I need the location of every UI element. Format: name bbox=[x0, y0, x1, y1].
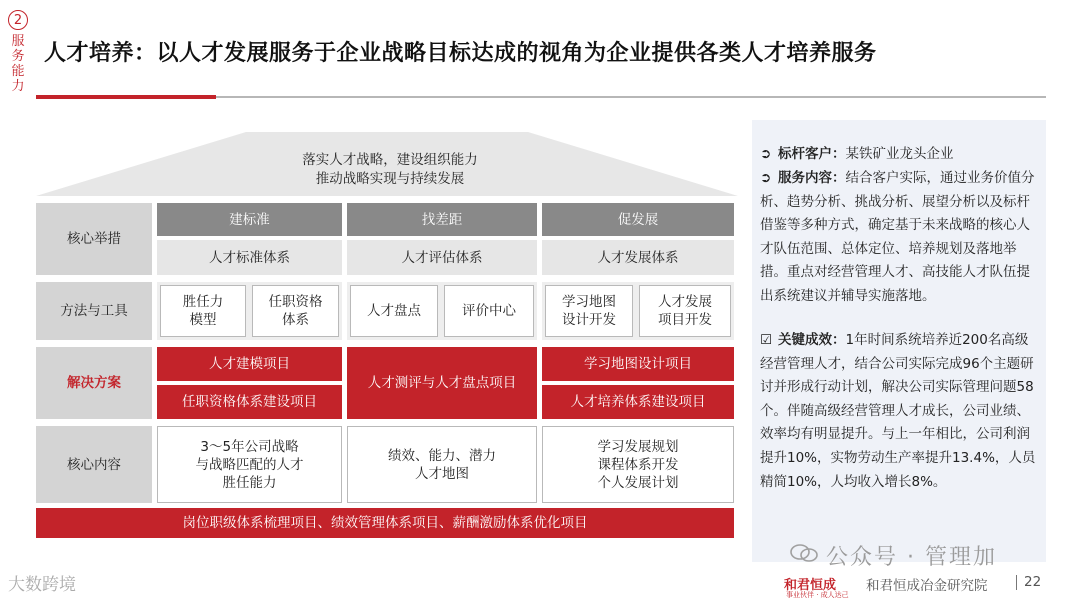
client-label: 标杆客户： bbox=[778, 146, 846, 162]
tool-talent-review: 人才盘点 bbox=[350, 285, 438, 337]
row-label-core-measures: 核心举措 bbox=[36, 203, 152, 275]
roof-line-2: 推动战略实现与持续发展 bbox=[315, 171, 465, 187]
arrow-icon: ➲ bbox=[760, 146, 772, 162]
solution-learning-map: 学习地图设计项目 bbox=[542, 347, 734, 381]
result-label: 关键成效： bbox=[778, 332, 846, 348]
tool-competency-model: 胜任力 模型 bbox=[160, 285, 246, 337]
content-learning-plan: 学习发展规划 课程体系开发 个人发展计划 bbox=[542, 426, 734, 503]
footer-logo: 和君恒成 bbox=[784, 578, 837, 593]
title-rule-accent bbox=[36, 95, 216, 99]
panel-service bbox=[760, 167, 1038, 309]
service-text: 结合客户实际，通过业务价值分析、趋势分析、挑战分析、展望分析以及标杆借鉴等多种方式，确定基于未来战略的核心人才队伍范围、总体定位、培养规划及落地举措。重点对经营管理人才、高技能人才队伍提出系统建议并辅导实施落地。 bbox=[760, 170, 1035, 304]
title-rule bbox=[216, 96, 1046, 98]
panel-result bbox=[760, 329, 1038, 494]
row-label-methods-tools: 方法与工具 bbox=[36, 282, 152, 340]
tool-learning-map: 学习地图 设计开发 bbox=[545, 285, 633, 337]
page-number: 22 bbox=[1024, 574, 1042, 590]
column-head-find-gap: 找差距 bbox=[347, 203, 537, 236]
solution-assessment-review: 人才测评与人才盘点项目 bbox=[347, 347, 537, 419]
client-text: 某铁矿业龙头企业 bbox=[845, 146, 954, 162]
footer-organization: 和君恒成冶金研究院 bbox=[866, 578, 988, 594]
tool-development-program: 人才发展 项目开发 bbox=[639, 285, 731, 337]
column-head-promote-development: 促发展 bbox=[542, 203, 734, 236]
column-head-build-standard: 建标准 bbox=[157, 203, 342, 236]
roof-text bbox=[190, 151, 590, 189]
page-title: 人才培养：以人才发展服务于企业战略目标达成的视角为企业提供各类人才培养服务 bbox=[44, 41, 877, 66]
bottom-projects-bar: 岗位职级体系梳理项目、绩效管理体系项目、薪酬激励体系优化项目 bbox=[36, 508, 734, 538]
content-strategy-competency: 3～5年公司战略 与战略匹配的人才 胜任能力 bbox=[157, 426, 342, 503]
wechat-watermark: 公众号 · 管理加 bbox=[826, 545, 997, 570]
column-system-talent-standard: 人才标准体系 bbox=[157, 240, 342, 275]
column-system-talent-development: 人才发展体系 bbox=[542, 240, 734, 275]
tool-qualification-system: 任职资格 体系 bbox=[252, 285, 339, 337]
arrow-icon: ➲ bbox=[760, 170, 772, 186]
footer-divider bbox=[1016, 575, 1017, 590]
row-label-core-content: 核心内容 bbox=[36, 426, 152, 503]
section-label: 服务能力 bbox=[11, 34, 25, 94]
row-label-solutions: 解决方案 bbox=[36, 347, 152, 419]
solution-qualification-system: 任职资格体系建设项目 bbox=[157, 385, 342, 419]
bottom-left-watermark: 大数跨境 bbox=[8, 575, 76, 595]
content-performance-map: 绩效、能力、潜力 人才地图 bbox=[347, 426, 537, 503]
wechat-icon bbox=[790, 544, 818, 562]
panel-client bbox=[760, 143, 1038, 167]
solution-training-system: 人才培养体系建设项目 bbox=[542, 385, 734, 419]
column-system-talent-assessment: 人才评估体系 bbox=[347, 240, 537, 275]
checkbox-icon: ☑ bbox=[760, 332, 773, 348]
footer-logo-tagline: 事业伙伴 · 成人达己 bbox=[786, 591, 849, 599]
service-label: 服务内容： bbox=[778, 170, 846, 186]
section-number-badge: 2 bbox=[8, 10, 28, 30]
result-text: 1年时间系统培养近200名高级经营管理人才，结合公司实际完成96个主题研讨并形成行动计划，解决公司实际管理问题58个。伴随高级经营管理人才成长，公司业绩、效率均有明显提升。与上一年相比，公司利润提升10%，实物劳动生产率提升13.4%，人员精简10%，人均收入增长8%。 bbox=[760, 332, 1036, 490]
solution-talent-modeling: 人才建模项目 bbox=[157, 347, 342, 381]
tool-assessment-center: 评价中心 bbox=[444, 285, 534, 337]
roof-line-1: 落实人才战略，建设组织能力 bbox=[302, 152, 478, 168]
